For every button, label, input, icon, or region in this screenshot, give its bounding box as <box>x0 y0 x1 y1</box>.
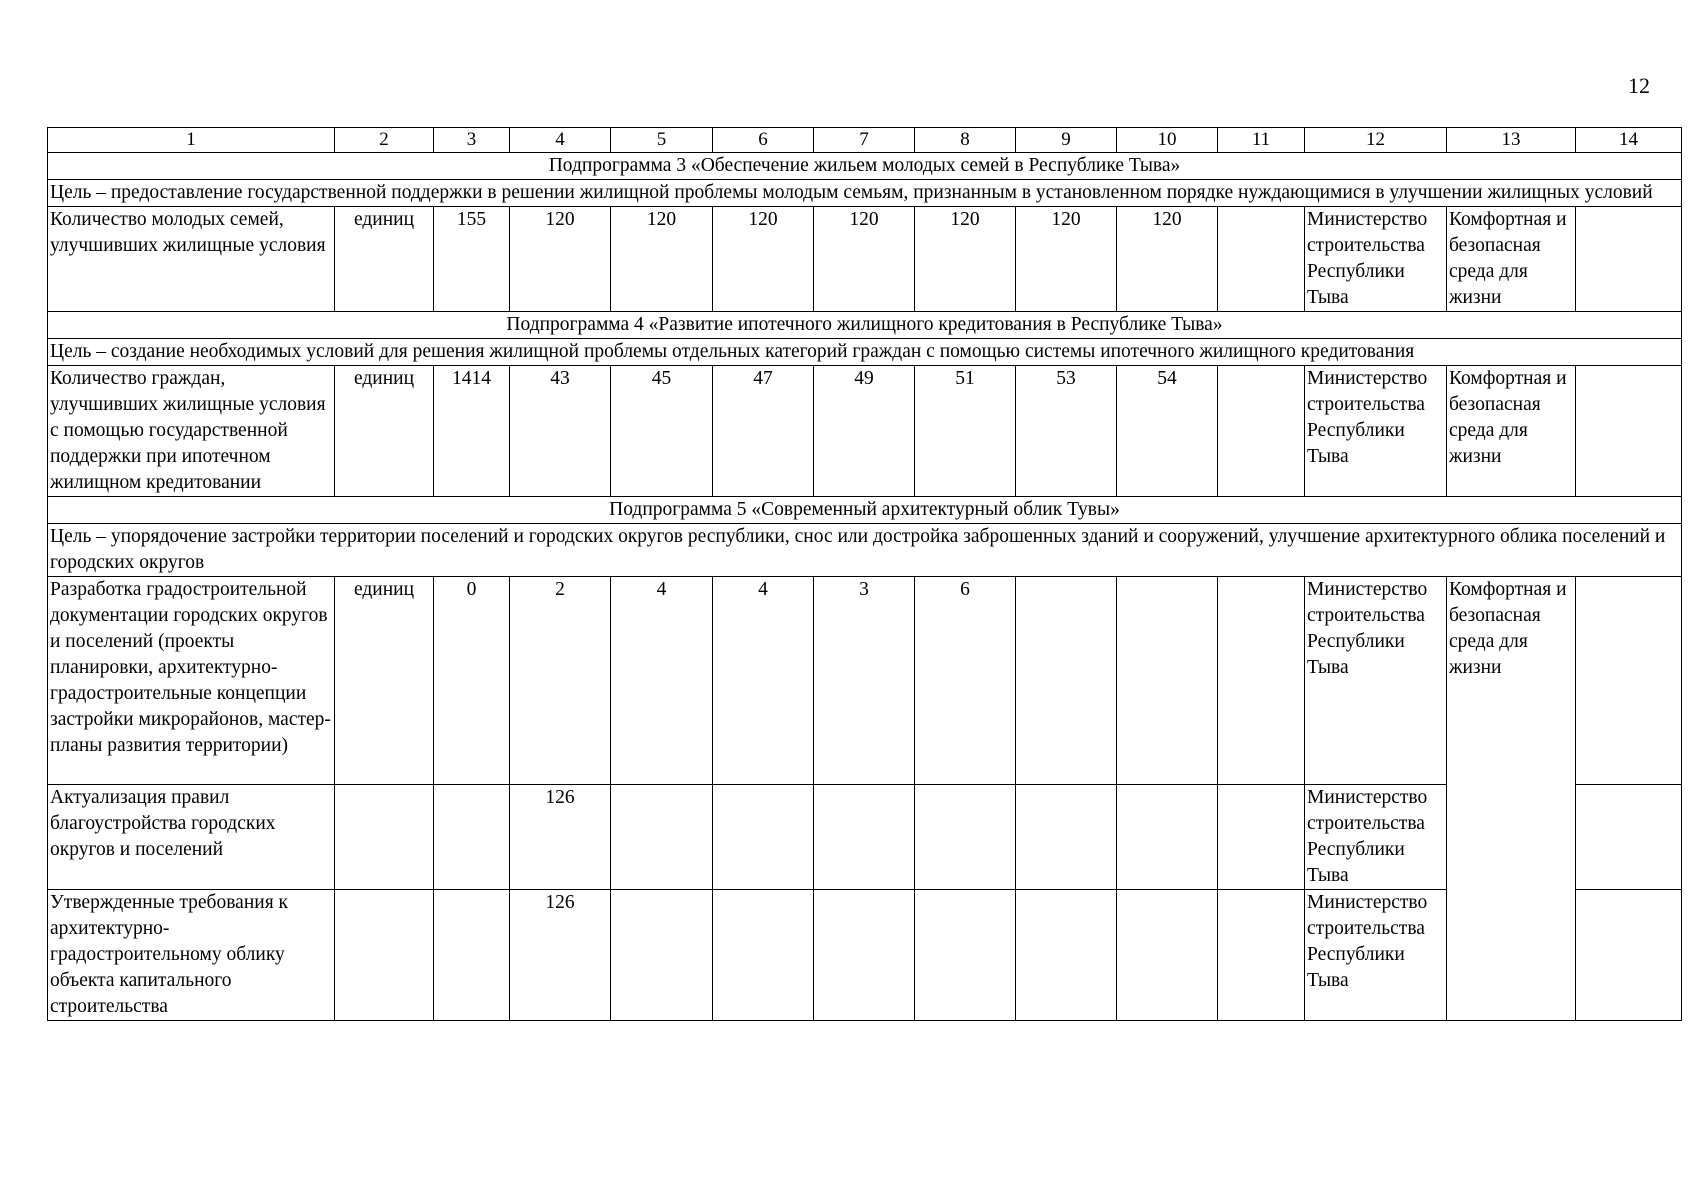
value-cell: 1414 <box>434 366 510 497</box>
value-cell <box>713 890 814 1021</box>
value-cell <box>915 785 1016 890</box>
column-number: 13 <box>1447 128 1576 153</box>
subprogram-title: Подпрограмма 4 «Развитие ипотечного жилищного кредитования в Республике Тыва» <box>48 312 1682 339</box>
indicator-name: Количество граждан, улучшивших жилищные условия с помощью государственной поддержки при ипотечном жилищном кредитовании <box>48 366 335 497</box>
value-cell: 120 <box>713 207 814 312</box>
value-cell <box>1016 577 1117 785</box>
column-number: 4 <box>510 128 611 153</box>
value-cell <box>1016 785 1117 890</box>
subprogram-title-row <box>48 153 1682 180</box>
table-row <box>48 207 1682 312</box>
indicators-table <box>47 127 1682 1021</box>
value-cell: 126 <box>510 890 611 1021</box>
indicator-name: Количество молодых семей, улучшивших жилищные условия <box>48 207 335 312</box>
column-number-row <box>48 128 1682 153</box>
indicator-name: Разработка градостроительной документации городских округов и поселений (проекты планировки, архитектурно-градостроительные концепции застройки микрорайонов, мастер-планы развития территории) <box>48 577 335 785</box>
value-cell: 0 <box>434 577 510 785</box>
page-number: 12 <box>1628 73 1650 98</box>
column-number: 3 <box>434 128 510 153</box>
value-cell <box>1218 366 1305 497</box>
direction-cell: Комфортная и безопасная среда для жизни <box>1447 577 1576 1021</box>
value-cell: 126 <box>510 785 611 890</box>
column-number: 6 <box>713 128 814 153</box>
value-cell: 49 <box>814 366 915 497</box>
value-cell: 53 <box>1016 366 1117 497</box>
column-number: 2 <box>335 128 434 153</box>
value-cell: 4 <box>713 577 814 785</box>
value-cell <box>1218 207 1305 312</box>
value-cell: 120 <box>814 207 915 312</box>
value-cell: 120 <box>510 207 611 312</box>
goal-row <box>48 339 1682 366</box>
unit-cell: единиц <box>335 577 434 785</box>
table-row <box>48 577 1682 785</box>
note-cell <box>1576 207 1682 312</box>
value-cell: 4 <box>611 577 713 785</box>
value-cell <box>1117 890 1218 1021</box>
note-cell <box>1576 577 1682 785</box>
value-cell <box>1117 785 1218 890</box>
goal-text: Цель – предоставление государственной поддержки в решении жилищной проблемы молодым семьям, признанным в установленном порядке нуждающимися в улучшении жилищных условий <box>48 180 1682 207</box>
executor-cell: Министерство строительства Республики Тыва <box>1305 890 1447 1021</box>
table-row <box>48 785 1682 890</box>
goal-text: Цель – упорядочение застройки территории поселений и городских округов республики, снос или достройка заброшенных зданий и сооружений, улучшение архитектурного облика поселений и городских округов <box>48 524 1682 577</box>
value-cell: 51 <box>915 366 1016 497</box>
value-cell <box>915 890 1016 1021</box>
column-number: 11 <box>1218 128 1305 153</box>
value-cell <box>1218 785 1305 890</box>
value-cell: 3 <box>814 577 915 785</box>
column-number: 8 <box>915 128 1016 153</box>
column-number: 12 <box>1305 128 1447 153</box>
direction-cell: Комфортная и безопасная среда для жизни <box>1447 207 1576 312</box>
unit-cell: единиц <box>335 366 434 497</box>
column-number: 5 <box>611 128 713 153</box>
value-cell: 155 <box>434 207 510 312</box>
table-row <box>48 890 1682 1021</box>
column-number: 1 <box>48 128 335 153</box>
goal-row <box>48 524 1682 577</box>
indicator-name: Актуализация правил благоустройства городских округов и поселений <box>48 785 335 890</box>
value-cell: 2 <box>510 577 611 785</box>
goal-row <box>48 180 1682 207</box>
value-cell <box>611 785 713 890</box>
column-number: 14 <box>1576 128 1682 153</box>
note-cell <box>1576 890 1682 1021</box>
value-cell: 45 <box>611 366 713 497</box>
subprogram-title: Подпрограмма 5 «Современный архитектурный облик Тувы» <box>48 497 1682 524</box>
value-cell: 120 <box>915 207 1016 312</box>
column-number: 10 <box>1117 128 1218 153</box>
value-cell <box>814 890 915 1021</box>
value-cell: 47 <box>713 366 814 497</box>
executor-cell: Министерство строительства Республики Тыва <box>1305 577 1447 785</box>
value-cell <box>434 785 510 890</box>
indicator-name: Утвержденные требования к архитектурно-градостроительному облику объекта капитального строительства <box>48 890 335 1021</box>
value-cell <box>713 785 814 890</box>
value-cell: 6 <box>915 577 1016 785</box>
subprogram-title: Подпрограмма 3 «Обеспечение жильем молодых семей в Республике Тыва» <box>48 153 1682 180</box>
value-cell <box>434 890 510 1021</box>
value-cell: 120 <box>1117 207 1218 312</box>
column-number: 7 <box>814 128 915 153</box>
value-cell <box>1218 890 1305 1021</box>
value-cell: 120 <box>611 207 713 312</box>
value-cell <box>814 785 915 890</box>
unit-cell: единиц <box>335 207 434 312</box>
value-cell: 43 <box>510 366 611 497</box>
value-cell <box>611 890 713 1021</box>
value-cell <box>1016 890 1117 1021</box>
column-number: 9 <box>1016 128 1117 153</box>
value-cell <box>1218 577 1305 785</box>
subprogram-title-row <box>48 497 1682 524</box>
note-cell <box>1576 785 1682 890</box>
unit-cell <box>335 890 434 1021</box>
direction-cell: Комфортная и безопасная среда для жизни <box>1447 366 1576 497</box>
goal-text: Цель – создание необходимых условий для решения жилищной проблемы отдельных категорий граждан с помощью системы ипотечного жилищного кредитования <box>48 339 1682 366</box>
executor-cell: Министерство строительства Республики Тыва <box>1305 207 1447 312</box>
value-cell: 54 <box>1117 366 1218 497</box>
value-cell: 120 <box>1016 207 1117 312</box>
note-cell <box>1576 366 1682 497</box>
unit-cell <box>335 785 434 890</box>
value-cell <box>1117 577 1218 785</box>
table-row <box>48 366 1682 497</box>
executor-cell: Министерство строительства Республики Тыва <box>1305 366 1447 497</box>
executor-cell: Министерство строительства Республики Тыва <box>1305 785 1447 890</box>
subprogram-title-row <box>48 312 1682 339</box>
